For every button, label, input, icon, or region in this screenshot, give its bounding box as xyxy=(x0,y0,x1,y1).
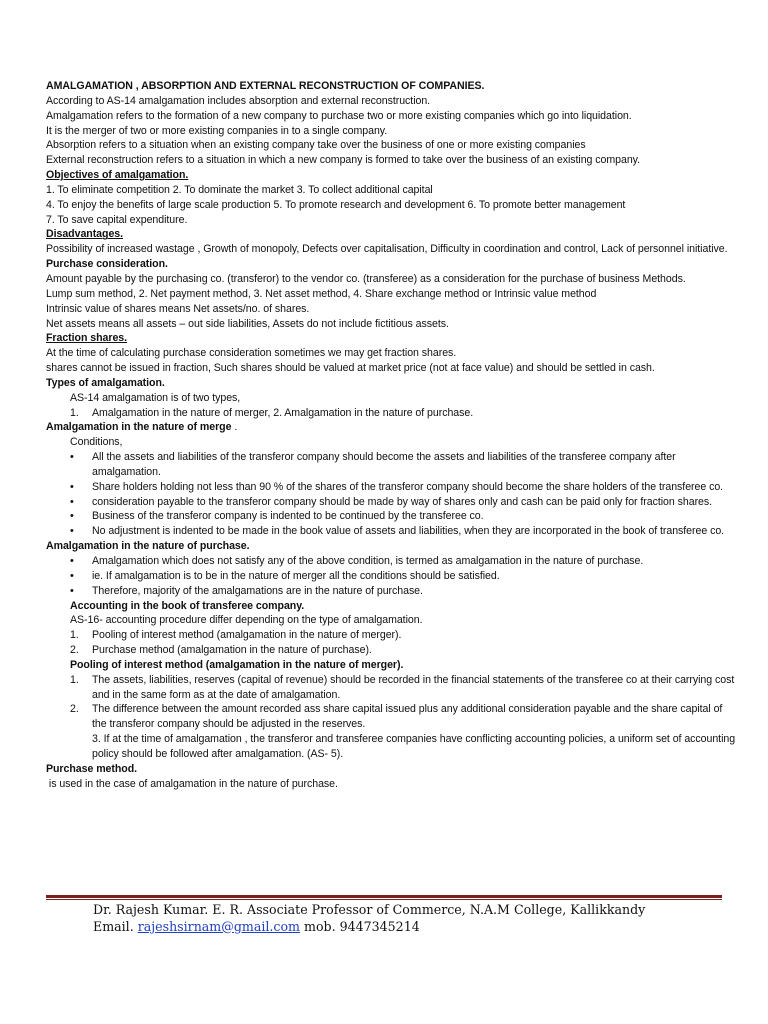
bullet-text: All the assets and liabilities of the transferor company should become the assets and liabilities of the transferee company after amalgamation. xyxy=(92,451,676,478)
footer-rule-thin xyxy=(46,899,722,900)
email-label: Email. xyxy=(93,918,138,934)
conditions-label: Conditions, xyxy=(70,436,123,449)
footer-rule-thick xyxy=(46,895,722,898)
list-number: 1. xyxy=(70,673,79,686)
fraction-shares-line-1: At the time of calculating purchase consideration sometimes we may get fraction shares. xyxy=(46,347,457,360)
merger-bullet-5 xyxy=(46,524,736,539)
bullet-icon: • xyxy=(70,451,74,464)
bullet-icon: • xyxy=(70,495,74,508)
bullet-text: Therefore, majority of the amalgamations are in the nature of purchase. xyxy=(92,584,423,597)
footer-contact-line xyxy=(93,919,645,936)
bullet-text: Amalgamation which does not satisfy any of the above condition, is termed as amalgamation in the nature of purchase. xyxy=(92,555,644,567)
accounting-item-1 xyxy=(46,628,736,643)
purchase-consideration-line-1: Lump sum method, 2. Net payment method, 3. Net asset method, 4. Share exchange method or Intrinsic value method xyxy=(46,287,597,300)
intro-line-5: External reconstruction refers to a situation in which a new company is formed to take over the business of an existing company. xyxy=(46,154,641,167)
list-item-text: Purchase method (amalgamation in the nature of purchase). xyxy=(92,644,372,657)
purchase-nature-bullet-1 xyxy=(46,554,736,569)
bullet-icon: • xyxy=(70,510,74,523)
purchase-method-heading: Purchase method. xyxy=(46,762,138,775)
disadvantages-heading: Disadvantages. xyxy=(46,228,124,241)
purchase-consideration-heading: Purchase consideration. xyxy=(46,258,168,271)
footer-divider xyxy=(46,895,722,900)
purchase-nature-bullet-2 xyxy=(46,569,736,584)
intro-line-2: Amalgamation refers to the formation of a new company to purchase two or more existing companies which go into liquidation. xyxy=(46,109,632,122)
types-line-1: AS-14 amalgamation is of two types, xyxy=(70,391,241,404)
merger-bullet-3 xyxy=(46,495,736,510)
purchase-nature-bullet-3 xyxy=(46,584,736,599)
list-item-text: The assets, liabilities, reserves (capital of revenue) should be recorded in the financial statements of the transferee co at their carrying cost and in the same form as at the date of amalgamation. xyxy=(92,673,735,701)
intro-line-3: It is the merger of two or more existing companies in to a single company. xyxy=(46,124,388,137)
email-link[interactable]: rajeshsirnam@gmail.com xyxy=(137,918,300,934)
pooling-heading: Pooling of interest method (amalgamation in the nature of merger). xyxy=(70,658,404,671)
document-body xyxy=(46,79,736,792)
list-number: 1. xyxy=(70,406,79,419)
objectives-line-1: 1. To eliminate competition 2. To dominate the market 3. To collect additional capital xyxy=(46,183,433,196)
intro-line-4: Absorption refers to a situation when an existing company take over the business of one or more existing companies xyxy=(46,139,586,152)
bullet-text: Share holders holding not less than 90 % of the shares of the transferor company should become the share holders of the transferee co. xyxy=(92,480,724,493)
bullet-text: No adjustment is indented to be made in the book value of assets and liabilities, when they are incorporated in the book of transferee co. xyxy=(92,525,725,538)
disadvantages-text: Possibility of increased wastage , Growth of monopoly, Defects over capitalisation, Difficulty in coordination and control, Lack of personnel initiative. xyxy=(46,243,728,256)
bullet-icon: • xyxy=(70,555,74,567)
list-number: 1. xyxy=(70,629,79,642)
merger-bullet-4 xyxy=(46,509,736,524)
purchase-method-text: is used in the case of amalgamation in the nature of purchase. xyxy=(46,777,338,790)
bullet-text: ie. If amalgamation is to be in the nature of merger all the conditions should be satisfied. xyxy=(92,569,500,582)
types-item-1 xyxy=(46,406,736,421)
bullet-icon: • xyxy=(70,569,74,582)
fraction-shares-text: shares cannot be issued in fraction, Such shares should be valued at market price (not at face value) and should be settled in cash. xyxy=(46,362,655,375)
pooling-item-1 xyxy=(46,673,736,703)
list-number: 2. xyxy=(70,703,79,716)
accounting-heading: Accounting in the book of transferee company. xyxy=(70,599,305,612)
mobile-number: mob. 9447345214 xyxy=(300,918,420,934)
list-item-text: Pooling of interest method (amalgamation in the nature of merger). xyxy=(92,629,402,642)
list-item-text: The difference between the amount recorded ass share capital issued plus any additional consideration payable and the share capital of the transferor company should be adjusted in the reserves. xyxy=(92,703,723,731)
objectives-heading: Objectives of amalgamation. xyxy=(46,169,189,182)
merger-bullet-1 xyxy=(46,450,736,480)
bullet-text: Business of the transferor company is indented to be continued by the transferee co. xyxy=(92,510,484,523)
bullet-text: consideration payable to the transferor company should be made by way of shares only and cash can be paid only for fraction shares. xyxy=(92,495,713,508)
intro-line-1: According to AS-14 amalgamation includes absorption and external reconstruction. xyxy=(46,94,431,107)
objectives-line-2: 4. To enjoy the benefits of large scale production 5. To promote research and development 6. To promote better management xyxy=(46,198,626,211)
accounting-line-1: AS-16- accounting procedure differ depending on the type of amalgamation. xyxy=(70,614,423,627)
list-number: 2. xyxy=(70,644,79,657)
types-heading: Types of amalgamation. xyxy=(46,376,165,389)
bullet-icon: • xyxy=(70,525,74,538)
accounting-item-2 xyxy=(46,643,736,658)
footer xyxy=(93,902,645,936)
purchase-nature-heading: Amalgamation in the nature of purchase. xyxy=(46,540,250,553)
fraction-shares-heading: Fraction shares. xyxy=(46,332,128,345)
types-item-text: Amalgamation in the nature of merger, 2. Amalgamation in the nature of purchase. xyxy=(92,406,474,419)
merger-heading-row xyxy=(46,420,736,435)
purchase-consideration-line-3: Net assets means all assets – out side liabilities, Assets do not include fictitious assets. xyxy=(46,317,449,330)
merger-heading-suffix: . xyxy=(231,421,238,434)
footer-author-line: Dr. Rajesh Kumar. E. R. Associate Professor of Commerce, N.A.M College, Kallikkandy xyxy=(93,902,646,917)
bullet-icon: • xyxy=(70,584,74,597)
bullet-icon: • xyxy=(70,480,74,493)
merger-heading: Amalgamation in the nature of merge xyxy=(46,421,232,434)
purchase-consideration-line-2: Intrinsic value of shares means Net assets/no. of shares. xyxy=(46,302,310,315)
purchase-consideration-text: Amount payable by the purchasing co. (transferor) to the vendor co. (transferee) as a consideration for the purchase of business Methods. xyxy=(46,272,686,285)
pooling-item-3: 3. If at the time of amalgamation , the transferor and transferee companies have conflicting accounting policies, a uniform set of accounting policy should be followed after amalgamation. (AS- 5). xyxy=(92,733,736,760)
document-title: AMALGAMATION , ABSORPTION AND EXTERNAL RECONSTRUCTION OF COMPANIES. xyxy=(46,80,485,92)
pooling-item-2 xyxy=(46,702,736,732)
objectives-line-3: 7. To save capital expenditure. xyxy=(46,213,188,226)
merger-bullet-2 xyxy=(46,480,736,495)
